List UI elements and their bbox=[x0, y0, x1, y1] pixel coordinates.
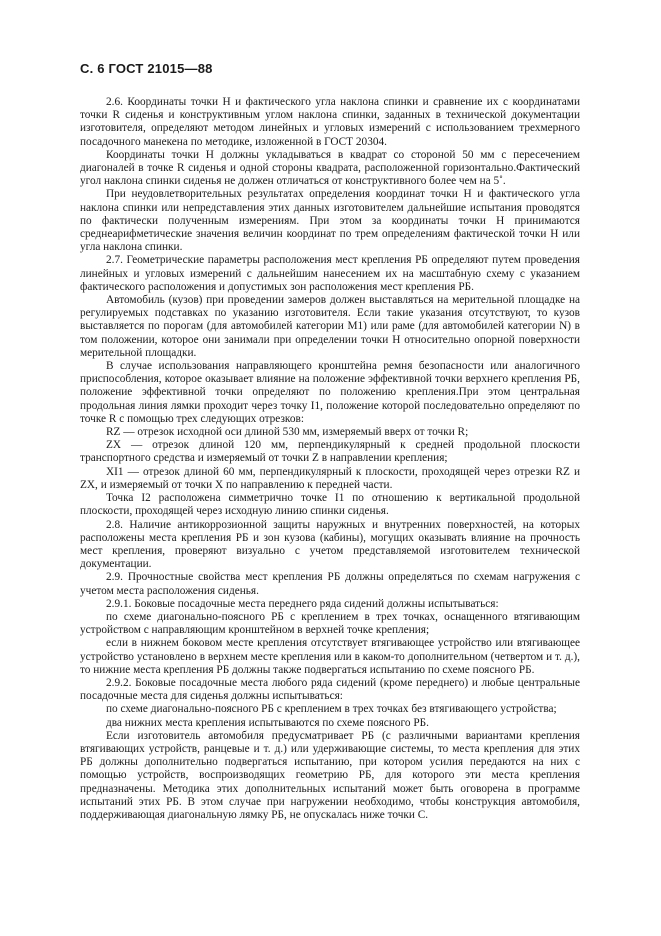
page-header: С. 6 ГОСТ 21015—88 bbox=[80, 61, 213, 76]
paragraph: Если изготовитель автомобиля предусматривает РБ (с различными вариантами крепления втягивающих устройств, ранцевые и т. д.) или удерживающие системы, то места крепления для этих РБ должны дополнительно подвергаться испытанию, при котором усилия передаются на них с помощью устройств, воспроизводящих геометрию РБ, для которого эти места крепления предназначены. Методика этих дополнительных испытаний может быть оговорена в программе испытаний этих РБ. В этом случае при нагружении необходимо, чтобы конструкция автомобиля, поддерживающая диагональную лямку РБ, не опускалась ниже точки C. bbox=[80, 729, 580, 821]
paragraph: XI1 — отрезок длиной 60 мм, перпендикулярный к плоскости, проходящей через отрезки RZ и ZX, и измеряемый от точки X по направлению к передней части. bbox=[80, 465, 580, 491]
paragraph: 2.9.1. Боковые посадочные места переднего ряда сидений должны испытываться: bbox=[106, 597, 499, 610]
body-text bbox=[80, 96, 580, 822]
paragraph: Координаты точки H должны укладываться в квадрат со стороной 50 мм с пересечением диагоналей в точке R сиденья и одной стороны квадрата, расположенной горизонтально.Фактический угол наклона спинки сиденья не должен отличаться от конструктивного более чем на 5˚. bbox=[80, 148, 580, 188]
paragraph: 2.7. Геометрические параметры расположения мест крепления РБ определяют путем проведения линейных и угловых измерений с дальнейшим нанесением их на масштабную схему с указанием фактического расположения и допустимых зон расположения мест крепления РБ. bbox=[80, 254, 580, 293]
paragraph: При неудовлетворительных результатах определения координат точки H и фактического угла наклона спинки или непредставления этих данных изготовителем дальнейшие испытания проводятся по фактически полученным измерениям. При этом за координаты точки H принимаются среднеарифметические значения величин координат по трем определениям фактической точки H или угла наклона спинки. bbox=[80, 188, 580, 254]
paragraph: ZX — отрезок длиной 120 мм, перпендикулярный к средней продольной плоскости транспортного средства и измеряемый от точки Z в направлении крепления; bbox=[80, 439, 580, 465]
paragraph: В случае использования направляющего кронштейна ремня безопасности или аналогичного приспособления, которое оказывает влияние на положение эффективной точки верхнего крепления РБ, положение эффективной точки определяют по положению крепления.При этом центральная продольная линия лямки проходит через точку I1, положение которой последовательно определяют по точке R с помощью трех следующих отрезков: bbox=[80, 360, 580, 425]
paragraph: 2.6. Координаты точки H и фактического угла наклона спинки и сравнение их с координатами точки R сиденья и конструктивным углом наклона спинки, заданных в технической документации изготовителя, определяют методом линейных и угловых измерений с использованием трехмерного посадочного манекена по методике, изложенной в ГОСТ 20304. bbox=[80, 96, 580, 148]
paragraph: 2.8. Наличие антикоррозионной защиты наружных и внутренних поверхностей, на которых расположены места крепления РБ и зон кузова (кабины), могущих оказывать влияние на прочность мест крепления, проверяют визуально с учетом представляемой изготовителем технической документации. bbox=[80, 518, 580, 571]
paragraph: Точка I2 расположена симметрично точке I1 по отношению к вертикальной продольной плоскости, проходящей через исходную линию спинки сиденья. bbox=[80, 492, 580, 518]
paragraph: по схеме диагонально-поясного РБ с креплением в трех точках, оснащенного втягивающим устройством с направляющим кронштейном в верхней точке крепления; bbox=[80, 610, 580, 637]
paragraph: два нижних места крепления испытываются по схеме поясного РБ. bbox=[106, 716, 429, 729]
paragraph: если в нижнем боковом месте крепления отсутствует втягивающее устройство или втягивающее устройство установлено в верхнем месте крепления или в каком-то дополнительном (четвертом и т. д.), то нижние места крепления РБ должны также подвергаться испытанию по схеме поясного РБ. bbox=[80, 637, 580, 676]
paragraph: RZ — отрезок исходной оси длиной 530 мм, измеряемый вверх от точки R; bbox=[106, 426, 469, 439]
paragraph: 2.9.2. Боковые посадочные места любого ряда сидений (кроме переднего) и любые центральные посадочные места для сиденья должны испытываться: bbox=[80, 676, 580, 703]
paragraph: по схеме диагонально-поясного РБ с креплением в трех точках без втягивающего устройства; bbox=[106, 703, 557, 716]
paragraph: Автомобиль (кузов) при проведении замеров должен выставляться на мерительной площадке на регулируемых подставках по указанию изготовителя. Если такие указания отсутствуют, то кузов выставляется по порогам (для автомобилей категории M1) или раме (для автомобилей категории N) в том положении, которое они занимали при определении точки H относительно опорной поверхности мерительной площадки. bbox=[80, 294, 580, 359]
paragraph: 2.9. Прочностные свойства мест крепления РБ должны определяться по схемам нагружения с учетом места расположения сиденья. bbox=[80, 571, 580, 597]
